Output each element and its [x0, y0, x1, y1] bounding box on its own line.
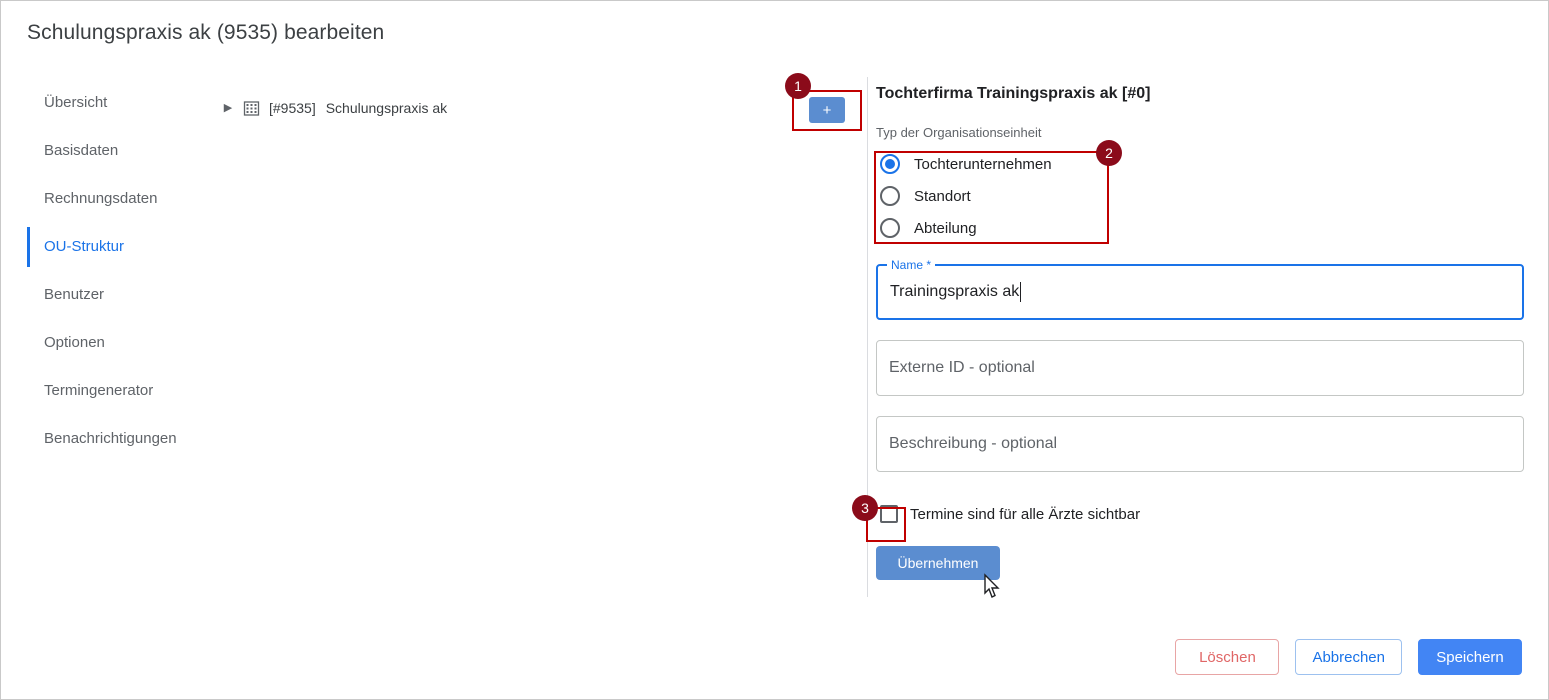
sidebar-item-label: Basisdaten [44, 142, 119, 159]
panel-title: Tochterfirma Trainingspraxis ak [#0] [876, 85, 1151, 102]
text-caret [1020, 282, 1021, 302]
sidebar-item-rechnungsdaten[interactable] [27, 175, 227, 223]
sidebar-item-label: Optionen [44, 334, 105, 351]
ou-type-caption: Typ der Organisationseinheit [876, 125, 1042, 140]
save-button[interactable]: Speichern [1418, 639, 1522, 675]
radio-label: Abteilung [914, 219, 977, 237]
radio-icon[interactable] [880, 154, 900, 174]
sidebar-item-basisdaten[interactable] [27, 127, 227, 175]
name-field-value: Trainingspraxis ak [890, 283, 1020, 300]
annotation-badge-2: 2 [1096, 140, 1122, 166]
radio-label: Standort [914, 187, 971, 205]
sidebar [27, 79, 227, 463]
page-title: Schulungspraxis ak (9535) bearbeiten [27, 21, 385, 44]
sidebar-item-label: Rechnungsdaten [44, 190, 158, 207]
visibility-checkbox-row[interactable] [876, 500, 1524, 528]
delete-button[interactable]: Löschen [1175, 639, 1279, 675]
panel-divider [867, 77, 868, 597]
sidebar-item-label: Übersicht [44, 94, 108, 111]
annotation-badge-1: 1 [785, 73, 811, 99]
sidebar-item-termingenerator[interactable] [27, 367, 227, 415]
radio-option-abteilung[interactable] [876, 212, 1524, 244]
external-id-placeholder: Externe ID - optional [889, 359, 1035, 376]
radio-option-tochterunternehmen[interactable] [876, 148, 1524, 180]
external-id-field[interactable] [876, 340, 1524, 396]
sidebar-item-optionen[interactable] [27, 319, 227, 367]
sidebar-item-label: Termingenerator [44, 382, 154, 399]
radio-icon[interactable] [880, 186, 900, 206]
ou-tree-node-id: [#9535] [269, 100, 316, 116]
sidebar-item-benutzer[interactable] [27, 271, 227, 319]
sidebar-item-benachrichtigungen[interactable] [27, 415, 227, 463]
dialog-footer [1175, 639, 1522, 675]
ou-tree-node[interactable] [217, 95, 447, 121]
description-field[interactable] [876, 416, 1524, 472]
chevron-right-icon[interactable]: ▶ [223, 102, 233, 114]
name-field-legend: Name * [887, 258, 935, 272]
ou-type-radio-group [876, 148, 1524, 244]
ou-detail-panel [876, 77, 1524, 580]
add-ou-button[interactable]: + [809, 97, 845, 123]
building-icon [239, 100, 263, 117]
apply-button[interactable]: Übernehmen [876, 546, 1000, 580]
cancel-button[interactable]: Abbrechen [1295, 639, 1402, 675]
checkbox-icon[interactable] [880, 505, 898, 523]
radio-icon[interactable] [880, 218, 900, 238]
sidebar-item-label: OU-Struktur [44, 238, 125, 255]
sidebar-item-uebersicht[interactable] [27, 79, 227, 127]
description-placeholder: Beschreibung - optional [889, 435, 1058, 452]
name-field[interactable] [876, 258, 1524, 320]
radio-label: Tochterunternehmen [914, 155, 1052, 173]
sidebar-item-ou-struktur[interactable] [27, 223, 227, 271]
annotation-badge-3: 3 [852, 495, 878, 521]
visibility-checkbox-label: Termine sind für alle Ärzte sichtbar [910, 505, 1141, 523]
sidebar-item-label: Benachrichtigungen [44, 430, 177, 447]
sidebar-item-label: Benutzer [44, 286, 105, 303]
ou-tree-node-label: Schulungspraxis ak [325, 100, 448, 116]
radio-option-standort[interactable] [876, 180, 1524, 212]
